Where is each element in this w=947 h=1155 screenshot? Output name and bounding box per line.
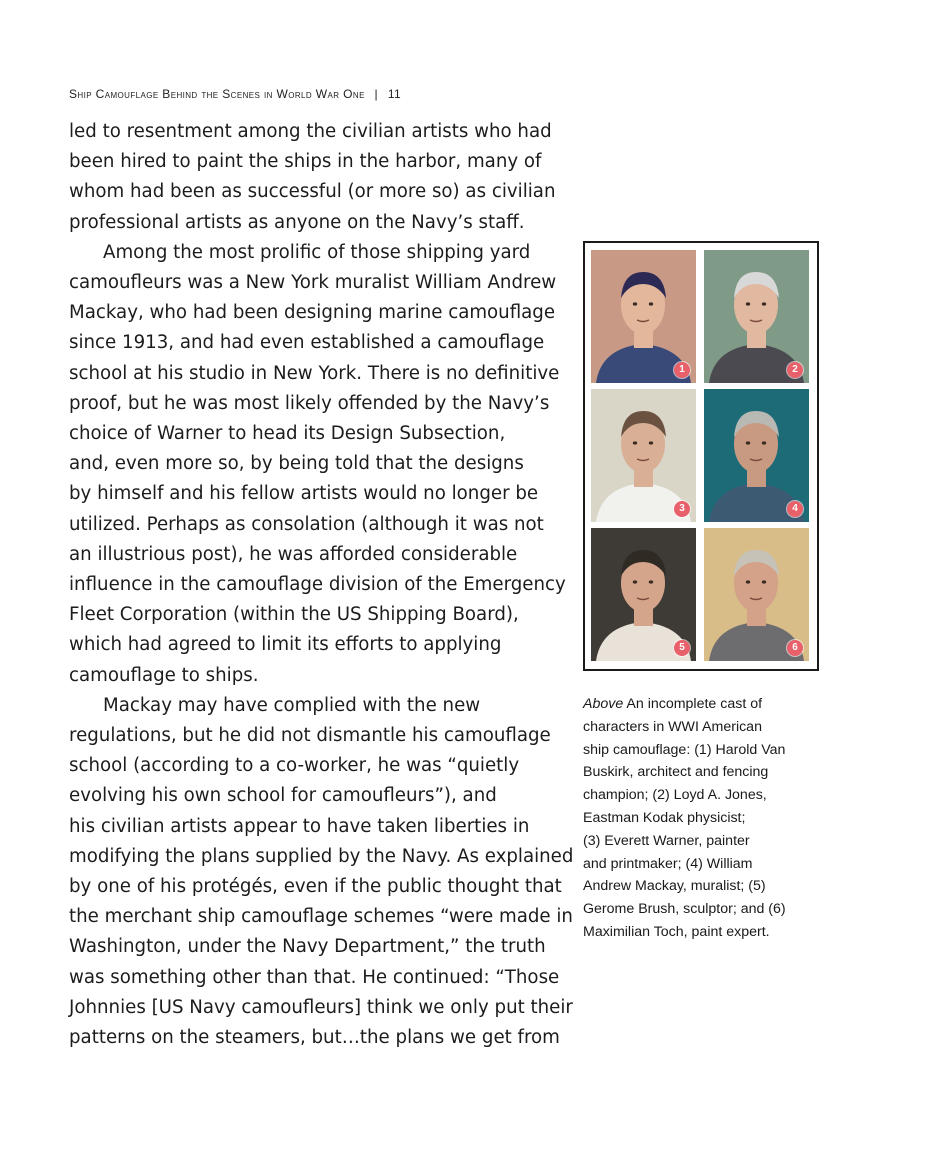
portrait-photo [591,528,696,661]
running-title: Ship Camouflage Behind the Scenes in World War One [69,87,365,101]
body-line: Mackay, who had been designing marine camouflage [69,302,556,324]
portrait-grid-figure [583,241,819,671]
caption-line: Andrew Mackay, muralist; (5) [583,878,766,895]
body-line: Washington, under the Navy Department,” the truth [69,936,546,958]
body-line: an illustrious post), he was afforded considerable [69,543,518,565]
body-line: choice of Warner to head its Design Subsection, [69,423,506,445]
body-line: the merchant ship camouflage schemes “were made in [69,906,573,928]
caption-line: champion; (2) Loyd A. Jones, [583,787,767,804]
body-text [69,117,574,1053]
body-line: camouflage to ships. [69,664,259,686]
body-line: since 1913, and had even established a camouflage [69,332,545,354]
portrait-photo [591,250,696,383]
caption-line: (3) Everett Warner, painter [583,832,750,849]
portrait-eye [633,302,637,305]
portrait-eye [649,302,653,305]
body-line: evolving his own school for camoufleurs”), and [69,785,497,807]
body-line: Mackay may have complied with the new [103,694,481,716]
body-line: and, even more so, by being told that the designs [69,453,524,475]
running-header [69,87,401,101]
portrait-eye [746,302,750,305]
portrait-photo [704,389,809,522]
body-line: camoufleurs was a New York muralist William Andrew [69,272,557,294]
caption-line: ship camouflage: (1) Harold Van [583,741,786,758]
page-number: 11 [387,87,402,101]
body-line: by himself and his fellow artists would no longer be [69,483,539,505]
portrait-number-badge: 5 [674,640,690,656]
portrait-eye [649,441,653,444]
portrait-eye [633,580,637,583]
portrait-eye [762,302,766,305]
portrait-number-badge: 3 [674,501,690,517]
body-line: Fleet Corporation (within the US Shipping Board), [69,604,519,626]
portrait-number-badge: 4 [787,501,803,517]
figure-caption [583,693,803,944]
portrait-number-badge: 6 [787,640,803,656]
portrait-photo [704,528,809,661]
caption-line: Eastman Kodak physicist; [583,809,746,826]
portrait-eye [649,580,653,583]
body-line: regulations, but he did not dismantle his camouflage [69,725,551,747]
body-line: utilized. Perhaps as consolation (although it was not [69,513,544,535]
body-line: Johnnies [US Navy camoufleurs] think we only put their [69,996,573,1018]
body-line: his civilian artists appear to have taken liberties in [69,815,530,837]
portrait-photo [591,389,696,522]
body-line: influence in the camouflage division of the Emergency [69,574,566,596]
body-line: modifying the plans supplied by the Navy. As explained [69,845,574,867]
body-line: professional artists as anyone on the Navy’s staff. [69,211,525,233]
caption-lead: Above [583,696,624,712]
portrait-number-badge: 1 [674,362,690,378]
portrait-eye [746,441,750,444]
portrait-eye [633,441,637,444]
caption-line: characters in WWI American [583,718,762,735]
caption-line-first [583,693,803,716]
caption-line: Gerome Brush, sculptor; and (6) [583,901,786,918]
body-line: led to resentment among the civilian artists who had [69,121,552,142]
caption-line: An incomplete cast of [623,696,763,712]
portrait-eye [762,580,766,583]
body-line: patterns on the steamers, but…the plans we get from [69,1027,560,1049]
body-line: whom had been as successful (or more so) as civilian [69,181,556,203]
body-line: Among the most prolific of those shipping yard [103,241,531,263]
body-line: school at his studio in New York. There is no definitive [69,362,560,384]
body-line: which had agreed to limit its efforts to applying [69,634,502,656]
portrait-number-badge: 2 [787,362,803,378]
portrait-eye [762,441,766,444]
portrait-photo [704,250,809,383]
caption-line: Buskirk, architect and fencing [583,764,769,781]
portrait-eye [746,580,750,583]
caption-line: and printmaker; (4) William [583,855,753,872]
body-line: school (according to a co-worker, he was “quietly [69,755,520,777]
body-line: proof, but he was most likely offended by the Navy’s [69,392,550,414]
header-separator: | [374,87,379,101]
body-line: by one of his protégés, even if the public thought that [69,876,562,898]
caption-line: Maximilian Toch, paint expert. [583,923,770,940]
body-line: been hired to paint the ships in the harbor, many of [69,151,542,173]
body-line: was something other than that. He continued: “Those [69,966,560,988]
